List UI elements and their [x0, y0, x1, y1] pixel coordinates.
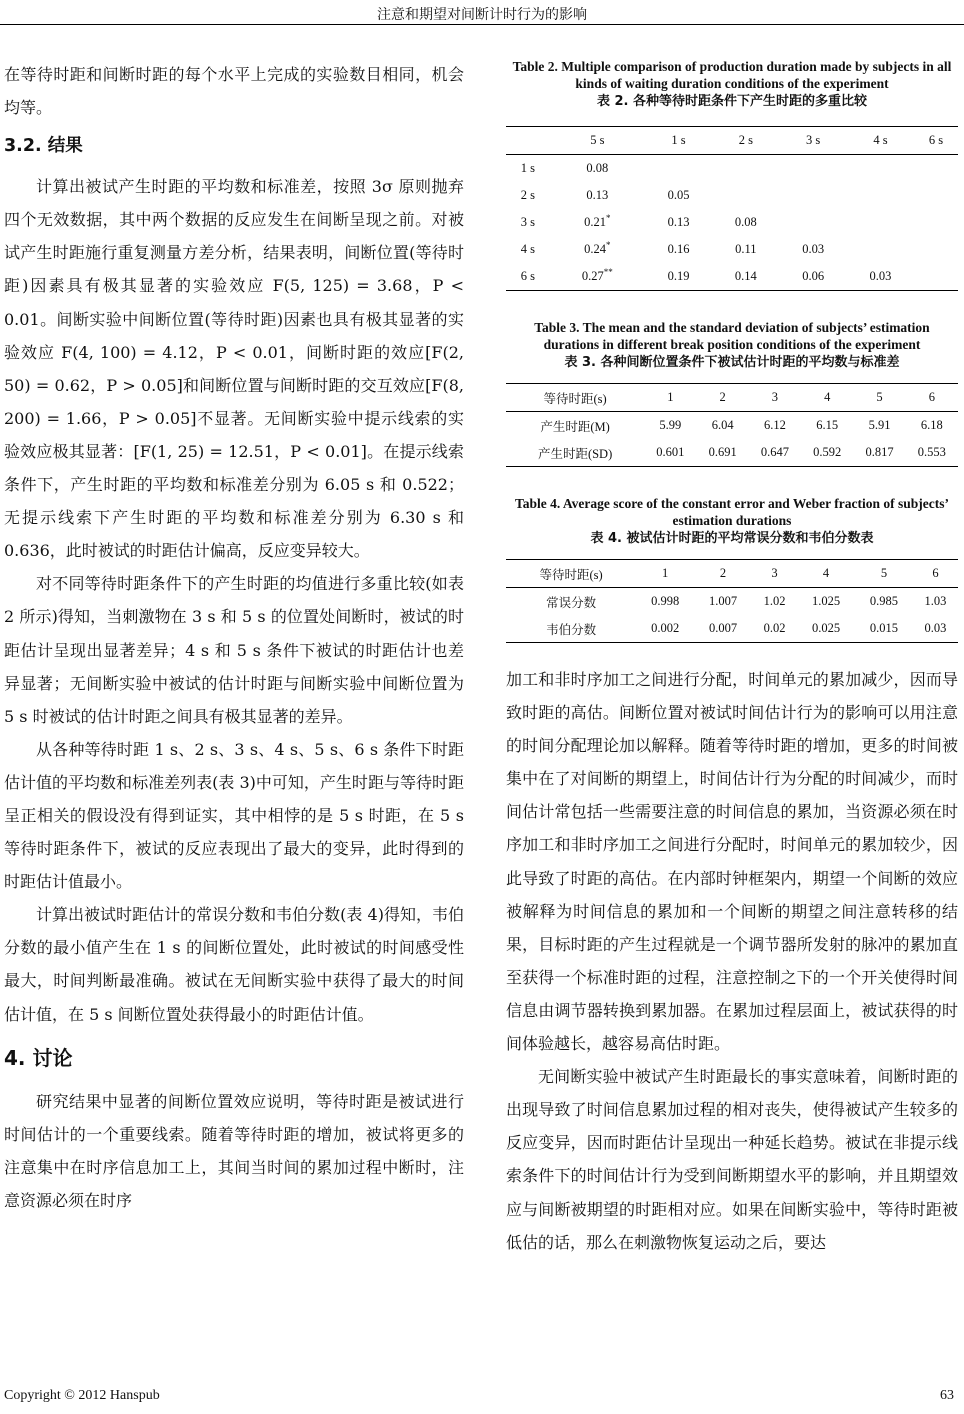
table-4-caption-zh: 表 4. 被试估计时距的平均常误分数和韦伯分数表: [590, 531, 874, 546]
table-row: [506, 209, 958, 236]
table-cell: [914, 209, 958, 236]
table-row: [506, 155, 958, 183]
table-row: [506, 263, 958, 291]
row-label: 3 s: [520, 215, 536, 229]
table-row: [506, 588, 958, 616]
table-cell: 0.601: [644, 439, 696, 467]
table-cell: [712, 155, 779, 183]
table-header-cell: 3: [749, 384, 801, 412]
row-label: 6 s: [506, 263, 550, 291]
paragraph-results-3: 从各种等待时距 1 s、2 s、3 s、4 s、5 s、6 s 条件下时距估计值的平均数和标准差列表(表 3)中可知，产生时距与等待时距呈正相关的假设没有得到证实，其中相悖的是 5 s 时距，在 5 s 等待时距条件下，被试的反应表现出了最大的变异，此时得到的时距估计值最小。: [4, 739, 464, 892]
table-cell: 6.18: [920, 418, 943, 432]
right-column: [506, 58, 958, 1259]
table-cell: 0.985: [869, 594, 898, 608]
table-cell: 0.592: [801, 439, 853, 467]
paragraph-discussion-2: 加工和非时序加工之间进行分配，时间单元的累加减少，因而导致时距的高估。间断位置对被试时间估计行为的影响可以用注意的时间分配理论加以解释。随着等待时距的增加，更多的时间被集中在了对间断的期望上，时间估计行为分配的时间减少，而时间估计常包括一些需要注意的时间信息的累加，当资源必须在时序加工和非时序加工之间进行分配时，时间单元的累加较少，因此导致了时距的高估。在内部时钟框架内，期望一个间断的效应被解释为时间信息的累加和一个间断的期望之间注意转移的结果，目标时距的产生过程就是一个调节器所发射的脉冲的累加直至获得一个标准时距的过程，注意控制之下的一个开关使得时间信息由调节器转换到累加器。在累加过程层面上，被试获得的时间体验越长，越容易高估时距。: [506, 670, 958, 1054]
table-header-cell: 2: [694, 560, 752, 588]
table-row: [506, 412, 958, 440]
table-4: [506, 559, 958, 643]
table-cell: [847, 236, 914, 263]
table-header-cell: 1: [644, 384, 696, 412]
table-row: [506, 182, 958, 209]
table-cell: 0.007: [694, 615, 752, 643]
table-cell: [914, 155, 958, 183]
paragraph-method-end: 在等待时距和间断时距的每个水平上完成的实验数目相同，机会均等。: [4, 65, 464, 118]
table-cell: 0.27**: [550, 263, 645, 291]
table-header-cell: 等待时距(s): [506, 560, 636, 588]
table-cell: 0.08: [586, 161, 609, 175]
table-row: [506, 439, 958, 467]
table-cell: 0.03: [802, 242, 825, 256]
table-cell: 0.24*: [584, 239, 611, 256]
table-header-cell: 3: [752, 560, 797, 588]
paragraph-results-2: 对不同等待时距条件下的产生时距的均值进行多重比较(如表 2 所示)得知，当刺激物在 3 s 和 5 s 的位置处间断时，被试的时距估计呈现出显著差异；4 s 和 5 s 条件下被试的时距估计也差异显著；无间断实验中被试的估计时距与间断实验中间断位置为 5 s 时被试的估计时距之间具有极其显著的差异。: [4, 574, 464, 726]
table-cell: 0.06: [779, 263, 846, 291]
table-cell: [847, 209, 914, 236]
table-cell: [914, 236, 958, 263]
table-cell: 0.998: [651, 594, 680, 608]
table-2-caption-zh: 表 2. 各种等待时距条件下产生时距的多重比较: [596, 94, 868, 109]
row-label: 2 s: [520, 188, 536, 202]
table-cell: [847, 155, 914, 183]
row-label: 4 s: [520, 242, 536, 256]
table-cell: [645, 155, 712, 183]
left-column: [4, 58, 464, 1217]
table-header-cell: 2 s: [712, 127, 779, 155]
table-cell: 0.025: [797, 615, 855, 643]
table-cell: 0.21*: [584, 212, 611, 229]
table-cell: [914, 263, 958, 291]
table-cell: 6.04: [711, 418, 734, 432]
table-2-caption-en: Table 2. Multiple comparison of production duration made by subjects in all kinds of waiting duration conditions of the experiment: [512, 59, 952, 91]
table-header-cell: 6 s: [914, 127, 958, 155]
table-cell: 0.11: [735, 242, 757, 256]
paragraph-discussion-3: 无间断实验中被试产生时距最长的事实意味着，间断时距的出现导致了时间信息累加过程的相对丧失，使得被试产生较多的反应变异，因而时距估计呈现出一种延长趋势。被试在非提示线索条件下的时间估计行为受到间断期望水平的影响，并且期望效应与间断被期望的时距相对应。如果在间断实验中，等待时距被低估的话，那么在刺激物恢复运动之后，要达: [506, 1067, 958, 1252]
table-header-cell: 4 s: [847, 127, 914, 155]
table-header-cell: [506, 127, 550, 155]
table-cell: 0.03: [847, 263, 914, 291]
table-cell: 0.691: [696, 439, 748, 467]
row-label: 产生时距(M): [540, 419, 610, 434]
table-cell: 5.99: [659, 418, 682, 432]
table-cell: 0.817: [853, 439, 905, 467]
table-header-cell: 3 s: [779, 127, 846, 155]
header-rule: [0, 24, 964, 25]
page-number: 63: [940, 1388, 954, 1403]
table-cell: 1.007: [708, 594, 738, 608]
table-cell: 0.16: [667, 242, 690, 256]
table-cell: 0.13: [667, 215, 690, 229]
section-3-2-heading: 3.2. 结果: [4, 136, 83, 157]
table-header-cell: 6: [906, 384, 958, 412]
row-label: 韦伯分数: [506, 615, 636, 643]
table-cell: 0.015: [855, 615, 913, 643]
table-cell: [779, 155, 846, 183]
table-row: [506, 615, 958, 643]
table-cell: 6.12: [763, 418, 786, 432]
table-cell: 0.13: [586, 188, 609, 202]
section-4-heading: 4. 讨论: [4, 1045, 73, 1070]
table-cell: 0.19: [645, 263, 712, 291]
table-cell: 0.553: [906, 439, 958, 467]
table-header-cell: 1: [636, 560, 694, 588]
table-header-cell: 等待时距(s): [506, 384, 644, 412]
paragraph-discussion-1: 研究结果中显著的间断位置效应说明，等待时距是被试进行时间估计的一个重要线索。随着等待时距的增加，被试将更多的注意集中在时序信息加工上，其间当时间的累加过程中断时，注意资源必须在时序: [4, 1091, 464, 1210]
table-3: [506, 383, 958, 467]
table-4-caption-en: Table 4. Average score of the constant error and Weber fraction of subjects’ estimation durations: [514, 496, 950, 528]
table-header-cell: 4: [797, 560, 855, 588]
table-2-block: [506, 58, 958, 291]
row-label: 常误分数: [546, 595, 597, 610]
table-header-cell: 4: [801, 384, 853, 412]
table-header-cell: 1 s: [645, 127, 712, 155]
table-cell: 6.15: [816, 418, 839, 432]
table-header-cell: 5: [853, 384, 905, 412]
table-cell: 0.647: [749, 439, 801, 467]
table-cell: 0.14: [712, 263, 779, 291]
table-3-caption-zh: 表 3. 各种间断位置条件下被试估计时距的平均数与标准差: [564, 355, 900, 370]
table-header-cell: 5 s: [550, 127, 645, 155]
paragraph-results-4: 计算出被试时距估计的常误分数和韦伯分数(表 4)得知，韦伯分数的最小值产生在 1 s 的间断位置处，此时被试的时间感受性最大，时间判断最准确。被试在无间断实验中获得了最大的时间估计值，在 5 s 间断位置处获得最小的时距估计值。: [4, 905, 464, 1024]
table-cell: [779, 209, 846, 236]
running-head: 注意和期望对间断计时行为的影响: [377, 7, 587, 23]
table-cell: 0.002: [636, 615, 694, 643]
paragraph-results-1: 计算出被试产生时距的平均数和标准差，按照 3σ 原则抛弃四个无效数据，其中两个数据的反应发生在间断呈现之前。对被试产生时距施行重复测量方差分析，结果表明，间断位置(等待时距)因素具有极其显著的实验效应 F(5, 125) = 3.68，P < 0.01。间断实验中间断位置(等待时距)因素也具有极其显著的实验效应 F(4, 100) = 4.12，P < 0.01，间断时距的效应[F(2, 50) = 0.62，P > 0.05]和间断位置与间断时距的交互效应[F(8, 200) = 1.66，P > 0.05]不显著。无间断实验中提示线索的实验效应极其显著：[F(1, 25) = 12.51，P < 0.01]。在提示线索条件下，产生时距的平均数和标准差分别为 6.05 s 和 0.522；无提示线索下产生时距的平均数和标准差分别为 6.30 s 和 0.636，此时被试的时距估计偏高，反应变异较大。: [4, 177, 464, 561]
table-cell: 0.03: [913, 615, 958, 643]
table-cell: 0.05: [667, 188, 690, 202]
table-cell: 5.91: [868, 418, 891, 432]
table-4-block: [506, 495, 958, 643]
table-cell: 1.025: [811, 594, 841, 608]
table-cell: [779, 182, 846, 209]
table-cell: [914, 182, 958, 209]
table-header-cell: 5: [855, 560, 913, 588]
table-cell: 1.02: [763, 594, 786, 608]
row-label: 产生时距(SD): [506, 439, 644, 467]
row-label: 1 s: [520, 161, 536, 175]
table-header-cell: 6: [913, 560, 958, 588]
table-cell: 0.08: [734, 215, 757, 229]
table-2: [506, 126, 958, 291]
table-header-cell: 2: [696, 384, 748, 412]
copyright-footer: Copyright © 2012 Hanspub: [4, 1388, 160, 1403]
table-cell: [712, 182, 779, 209]
table-3-caption-en: Table 3. The mean and the standard deviation of subjects’ estimation durations in different break position conditions of the experiment: [534, 320, 930, 352]
table-cell: 1.03: [924, 594, 947, 608]
table-row: [506, 236, 958, 263]
table-cell: [847, 182, 914, 209]
table-cell: 0.02: [752, 615, 797, 643]
table-3-block: [506, 319, 958, 467]
